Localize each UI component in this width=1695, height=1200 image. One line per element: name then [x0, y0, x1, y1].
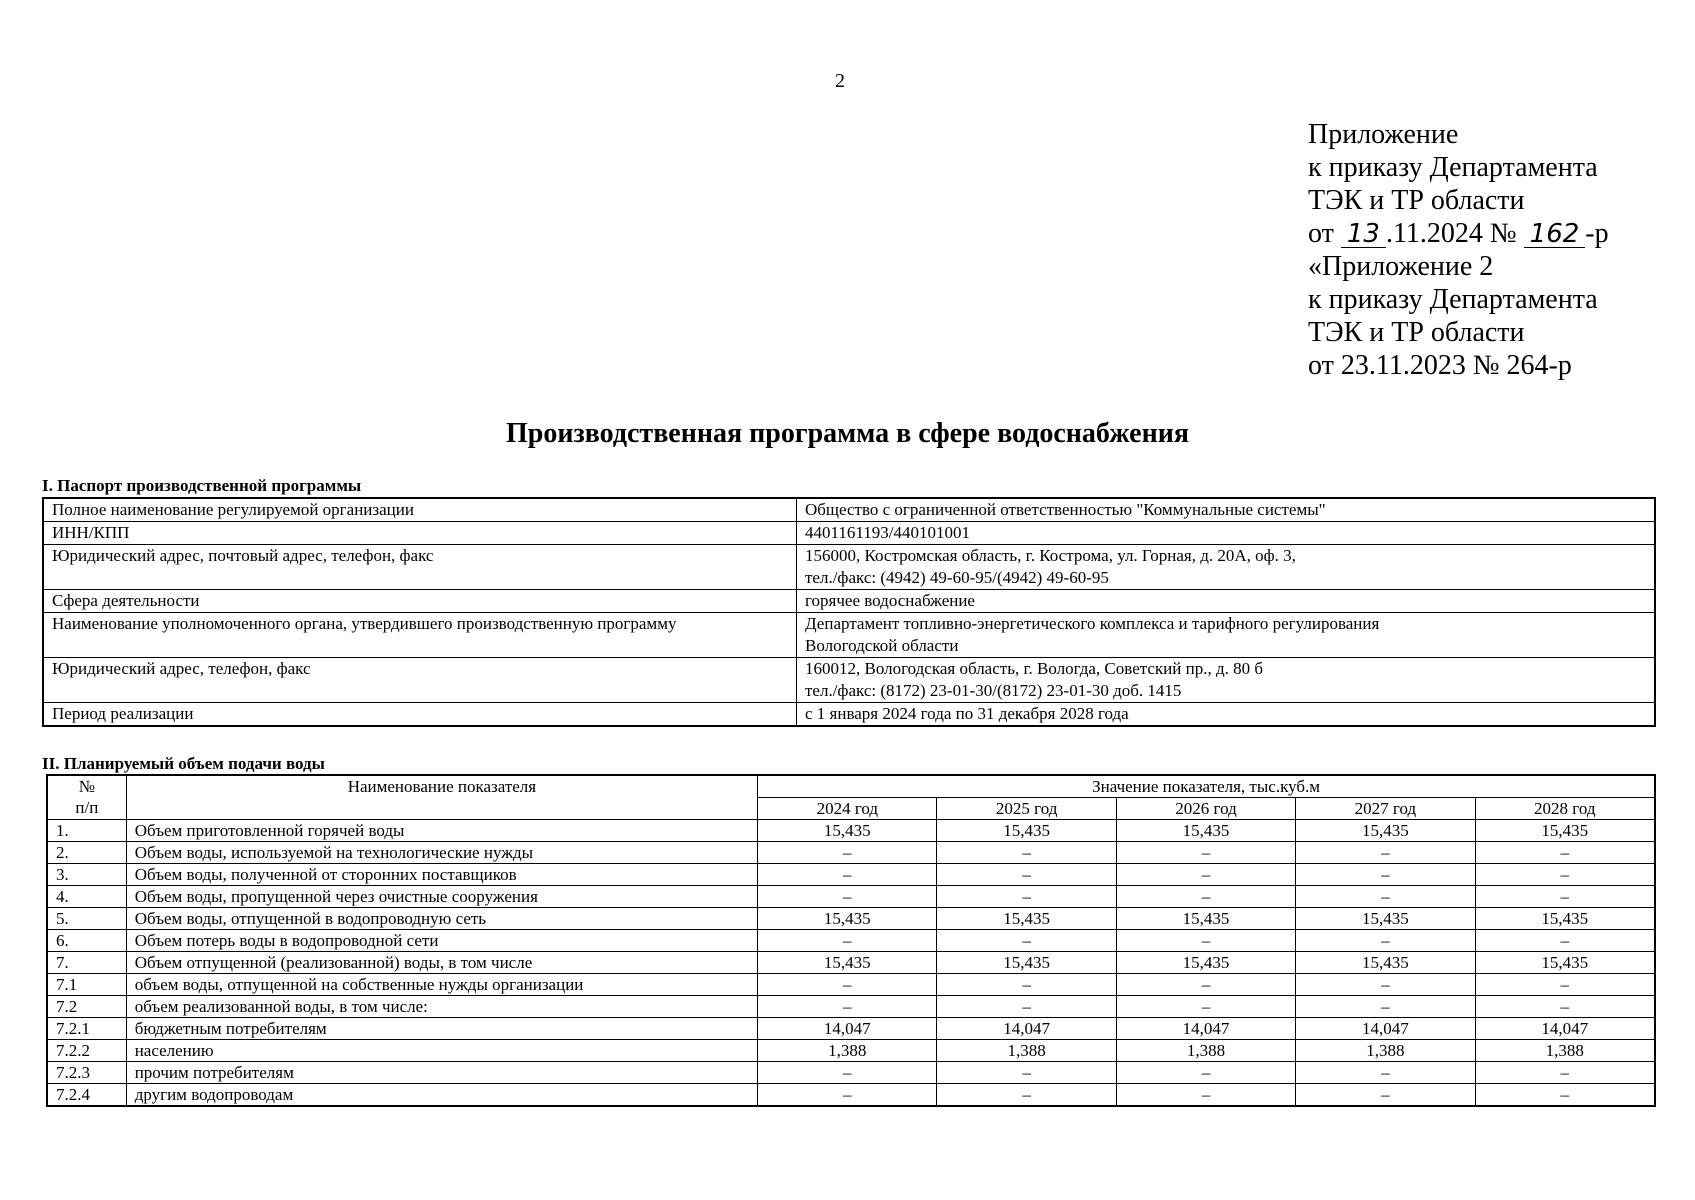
- row-value: –: [937, 864, 1116, 886]
- row-value: 14,047: [1475, 1018, 1655, 1040]
- row-value: –: [1475, 974, 1655, 996]
- passport-value-line: 160012, Вологодская область, г. Вологда, Советский пр., д. 80 б: [805, 659, 1264, 678]
- row-value: 15,435: [1475, 952, 1655, 974]
- row-value: 15,435: [1296, 952, 1475, 974]
- passport-value-line: Общество с ограниченной ответственностью "Коммунальные системы": [805, 500, 1326, 519]
- row-value: –: [758, 1062, 937, 1084]
- passport-label: Наименование уполномоченного органа, утвердившего производственную программу: [43, 613, 797, 658]
- passport-label: Полное наименование регулируемой организации: [43, 498, 797, 522]
- row-value: –: [1296, 974, 1475, 996]
- row-value: 14,047: [1116, 1018, 1295, 1040]
- row-name: Объем воды, полученной от сторонних поставщиков: [126, 864, 757, 886]
- row-num: 7.2: [47, 996, 126, 1018]
- row-num: 7.: [47, 952, 126, 974]
- row-value: –: [1475, 1062, 1655, 1084]
- passport-row: [43, 590, 1655, 613]
- row-value: 15,435: [1116, 908, 1295, 930]
- table-row: [47, 820, 1655, 842]
- row-num: 7.2.4: [47, 1084, 126, 1107]
- row-value: 15,435: [937, 908, 1116, 930]
- row-value: 15,435: [1296, 908, 1475, 930]
- row-value: –: [937, 930, 1116, 952]
- header-num-line: №: [78, 777, 95, 796]
- row-value: –: [1475, 996, 1655, 1018]
- passport-value-line: тел./факс: (8172) 23-01-30/(8172) 23-01-30 доб. 1415: [805, 681, 1182, 700]
- passport-value: [797, 658, 1656, 703]
- section-1-title: I. Паспорт производственной программы: [42, 476, 362, 495]
- handwritten-order-number: 162: [1524, 221, 1586, 248]
- row-value: –: [937, 1084, 1116, 1107]
- water-volume-table: [46, 774, 1656, 1107]
- passport-value-line: Департамент топливно-энергетического комплекса и тарифного регулирования: [805, 614, 1380, 633]
- table-row: [47, 1062, 1655, 1084]
- header-num: [47, 775, 126, 820]
- passport-table: [42, 497, 1656, 727]
- row-value: –: [1116, 1062, 1295, 1084]
- row-name: другим водопроводам: [126, 1084, 757, 1107]
- approval-suffix: -р: [1585, 218, 1609, 249]
- section-2-title: II. Планируемый объем подачи воды: [42, 754, 325, 773]
- passport-value-line: с 1 января 2024 года по 31 декабря 2028 года: [805, 704, 1129, 723]
- approval-line: от 23.11.2023 № 264-р: [1308, 350, 1572, 381]
- row-value: –: [1475, 1084, 1655, 1107]
- row-value: –: [758, 842, 937, 864]
- passport-value-line: горячее водоснабжение: [805, 591, 975, 610]
- header-year: 2026 год: [1116, 798, 1295, 820]
- approval-date-line: [1308, 217, 1609, 250]
- table-row: [47, 952, 1655, 974]
- document-title: Производственная программа в сфере водоснабжения: [505, 418, 1190, 449]
- row-value: –: [1475, 864, 1655, 886]
- row-value: –: [758, 996, 937, 1018]
- row-value: –: [758, 886, 937, 908]
- row-name: Объем отпущенной (реализованной) воды, в том числе: [126, 952, 757, 974]
- passport-row: [43, 498, 1655, 522]
- handwritten-day: 13: [1341, 221, 1386, 248]
- row-name: Объем приготовленной горячей воды: [126, 820, 757, 842]
- passport-value-line: 156000, Костромская область, г. Кострома, ул. Горная, д. 20А, оф. 3,: [805, 546, 1296, 565]
- table-row: [47, 974, 1655, 996]
- row-value: –: [1116, 842, 1295, 864]
- row-value: –: [1116, 930, 1295, 952]
- row-value: –: [1296, 996, 1475, 1018]
- row-num: 7.2.1: [47, 1018, 126, 1040]
- row-value: –: [937, 842, 1116, 864]
- row-value: –: [1116, 1084, 1295, 1107]
- table-row: [47, 908, 1655, 930]
- row-value: 15,435: [1116, 820, 1295, 842]
- row-value: 15,435: [758, 820, 937, 842]
- row-value: –: [1475, 886, 1655, 908]
- table-row: [47, 864, 1655, 886]
- row-name: бюджетным потребителям: [126, 1018, 757, 1040]
- row-name: Объем воды, пропущенной через очистные сооружения: [126, 886, 757, 908]
- row-value: –: [937, 886, 1116, 908]
- row-name: прочим потребителям: [126, 1062, 757, 1084]
- passport-row: [43, 522, 1655, 545]
- row-value: –: [1116, 974, 1295, 996]
- row-value: –: [1296, 842, 1475, 864]
- passport-row: [43, 658, 1655, 703]
- row-name: объем реализованной воды, в том числе:: [126, 996, 757, 1018]
- row-value: –: [1296, 864, 1475, 886]
- passport-value: [797, 498, 1656, 522]
- row-value: –: [758, 974, 937, 996]
- row-value: 15,435: [1116, 952, 1295, 974]
- row-num: 7.2.2: [47, 1040, 126, 1062]
- approval-line: к приказу Департамента: [1308, 152, 1598, 183]
- table-row: [47, 842, 1655, 864]
- row-value: 15,435: [937, 820, 1116, 842]
- row-value: 1,388: [1296, 1040, 1475, 1062]
- table-row: [47, 1018, 1655, 1040]
- row-num: 7.2.3: [47, 1062, 126, 1084]
- row-value: 15,435: [937, 952, 1116, 974]
- row-value: 1,388: [937, 1040, 1116, 1062]
- row-value: –: [937, 1062, 1116, 1084]
- passport-label: Период реализации: [43, 703, 797, 727]
- header-num-line: п/п: [75, 798, 99, 817]
- page-number: 2: [835, 70, 845, 92]
- row-value: –: [937, 996, 1116, 1018]
- passport-label: Юридический адрес, почтовый адрес, телефон, факс: [43, 545, 797, 590]
- row-value: –: [1296, 1062, 1475, 1084]
- table-row: [47, 996, 1655, 1018]
- row-value: –: [1116, 996, 1295, 1018]
- approval-line: ТЭК и ТР области: [1308, 185, 1525, 216]
- row-num: 1.: [47, 820, 126, 842]
- row-value: –: [758, 864, 937, 886]
- header-year: 2025 год: [937, 798, 1116, 820]
- row-value: –: [1296, 886, 1475, 908]
- table-row: [47, 1040, 1655, 1062]
- passport-value-line: тел./факс: (4942) 49-60-95/(4942) 49-60-95: [805, 568, 1109, 587]
- table-header-row: [47, 775, 1655, 798]
- row-value: 15,435: [758, 908, 937, 930]
- row-num: 5.: [47, 908, 126, 930]
- header-year: 2028 год: [1475, 798, 1655, 820]
- row-num: 6.: [47, 930, 126, 952]
- passport-value-line: Вологодской области: [805, 636, 959, 655]
- row-value: –: [1296, 930, 1475, 952]
- row-value: –: [1475, 842, 1655, 864]
- approval-line: Приложение: [1308, 119, 1459, 150]
- table-row: [47, 886, 1655, 908]
- passport-label: Юридический адрес, телефон, факс: [43, 658, 797, 703]
- row-value: –: [1116, 864, 1295, 886]
- row-name: Объем потерь воды в водопроводной сети: [126, 930, 757, 952]
- row-value: 14,047: [758, 1018, 937, 1040]
- row-value: –: [937, 974, 1116, 996]
- row-num: 7.1: [47, 974, 126, 996]
- passport-label: ИНН/КПП: [43, 522, 797, 545]
- passport-value-line: 4401161193/440101001: [805, 523, 970, 542]
- approval-line: к приказу Департамента: [1308, 284, 1598, 315]
- passport-value: [797, 613, 1656, 658]
- table-row: [47, 930, 1655, 952]
- row-value: –: [1116, 886, 1295, 908]
- header-value-group: Значение показателя, тыс.куб.м: [758, 775, 1655, 798]
- passport-value: [797, 522, 1656, 545]
- row-value: –: [758, 930, 937, 952]
- header-year: 2024 год: [758, 798, 937, 820]
- approval-from: от: [1308, 218, 1334, 249]
- row-value: 14,047: [1296, 1018, 1475, 1040]
- passport-label: Сфера деятельности: [43, 590, 797, 613]
- row-value: –: [758, 1084, 937, 1107]
- row-value: –: [1475, 930, 1655, 952]
- row-value: 1,388: [758, 1040, 937, 1062]
- approval-line: ТЭК и ТР области: [1308, 317, 1525, 348]
- header-name: Наименование показателя: [126, 775, 757, 820]
- row-num: 3.: [47, 864, 126, 886]
- table-row: [47, 1084, 1655, 1107]
- approval-date-mid: .11.2024 №: [1385, 218, 1517, 249]
- row-value: 15,435: [1475, 908, 1655, 930]
- passport-value: [797, 590, 1656, 613]
- row-name: Объем воды, отпущенной в водопроводную сеть: [126, 908, 757, 930]
- row-num: 2.: [47, 842, 126, 864]
- row-value: –: [1296, 1084, 1475, 1107]
- approval-line: «Приложение 2: [1308, 251, 1494, 282]
- row-num: 4.: [47, 886, 126, 908]
- approval-block: [1308, 118, 1609, 382]
- passport-value: [797, 545, 1656, 590]
- row-name: населению: [126, 1040, 757, 1062]
- row-name: объем воды, отпущенной на собственные нужды организации: [126, 974, 757, 996]
- row-value: 15,435: [1475, 820, 1655, 842]
- row-value: 15,435: [1296, 820, 1475, 842]
- row-value: 15,435: [758, 952, 937, 974]
- row-value: 14,047: [937, 1018, 1116, 1040]
- row-value: 1,388: [1116, 1040, 1295, 1062]
- passport-value: [797, 703, 1656, 727]
- passport-row: [43, 613, 1655, 658]
- passport-row: [43, 703, 1655, 727]
- row-value: 1,388: [1475, 1040, 1655, 1062]
- row-name: Объем воды, используемой на технологические нужды: [126, 842, 757, 864]
- header-year: 2027 год: [1296, 798, 1475, 820]
- passport-row: [43, 545, 1655, 590]
